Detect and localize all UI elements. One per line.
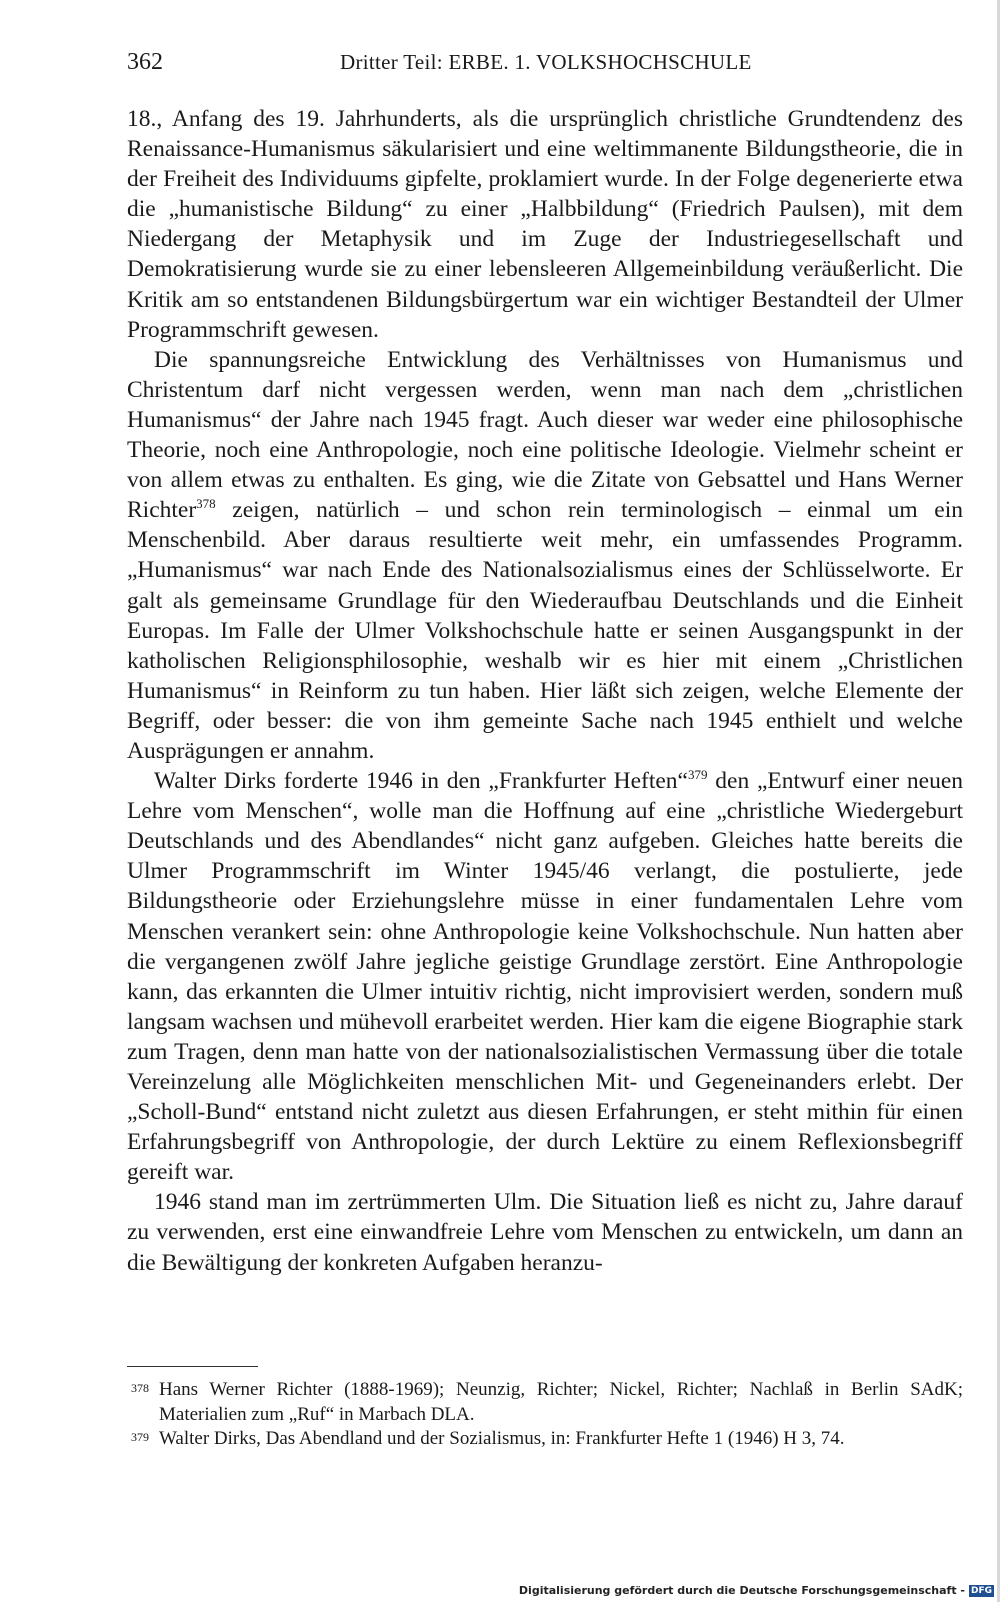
footnote-text: Hans Werner Richter (1888-1969); Neunzig, Richter; Nickel, Richter; Nachlaß in Berlin SAdK; Materialien zum „Ruf“ in Marbach DLA. (159, 1379, 963, 1425)
dfg-logo-icon: DFG (970, 1586, 992, 1596)
paragraph-3-text-b: den „Entwurf einer neuen Lehre vom Menschen“, wolle man die Hoffnung auf eine „christliche Wiedergeburt Deutschlands und des Abendlandes“ nicht ganz aufgeben. Gleiches hatte bereits die Ulmer Programmschrift im Winter 1945/46 verlangt, die postulierte, jede Bildungstheorie oder Erziehungslehre müsse in einer fundamentalen Lehre vom Menschen verankert sein: ohne Anthropologie keine Volkshochschule. Nun hatten aber die vergangenen zwölf Jahre jegliche geistige Grundlage zerstört. Eine Anthropologie kann, das erkannten die Ulmer intuitiv richtig, nicht improvisiert werden, sondern muß langsam wachsen und mühevoll erarbeitet werden. Hier kam die eigene Biographie stark zum Tragen, denn man hatte von der nationalsozialistischen Vermassung über die totale Vereinzelung alle Möglichkeiten menschlichen Mit- und Gegeneinanders erlebt. Der „Scholl-Bund“ entstand nicht zuletzt aus diesen Erfahrungen, er steht mithin für einen Erfahrungsbegriff von Anthropologie, der durch Lektüre zu einem Reflexionsbegriff gereift war. (127, 768, 963, 1186)
page-number: 362 (127, 49, 163, 75)
digitization-note-text: Digitalisierung gefördert durch die Deutsche Forschungsgemeinschaft - (518, 1584, 965, 1597)
paragraph-2-text-b: zeigen, natürlich – und schon rein terminologisch – einmal um ein Menschenbild. Aber daraus resultierte weit mehr, ein umfassendes Programm. „Humanismus“ war nach Ende des Nationalsozialismus eines der Schlüsselworte. Er galt als gemeinsame Grundlage für den Wiederaufbau Deutschlands und die Einheit Europas. Im Falle der Ulmer Volkshochschule hatte er seinen Ausgangspunkt in der katholischen Religionsphilosophie, weshalb wir es hier mit einem „Christlichen Humanismus“ in Reinform zu tun haben. Hier läßt sich zeigen, welche Elemente der Begriff, oder besser: die von ihm gemeinte Sache nach 1945 enthielt und welche Ausprägungen er annahm. (127, 497, 963, 764)
paragraph-2-text-a: Die spannungsreiche Entwicklung des Verhältnisses von Humanismus und Christentum darf nicht vergessen werden, wenn man nach dem „christlichen Humanismus“ der Jahre nach 1945 fragt. Auch dieser war weder eine philosophische Theorie, noch eine Anthropologie, noch eine politische Ideologie. Vielmehr scheint er von allem etwas zu enthalten. Es ging, wie die Zitate von Gebsattel und Hans Werner Richter (127, 346, 963, 524)
page-header (127, 44, 953, 80)
paragraph-4: 1946 stand man im zertrümmerten Ulm. Die Situation ließ es nicht zu, Jahre darauf zu verwenden, erst eine einwandfreie Lehre vom Menschen zu entwickeln, um dann an die Bewältigung der konkreten Aufgaben heranzu- (127, 1189, 963, 1276)
footnote-378 (127, 1378, 963, 1427)
footnote-ref-378: 378 (196, 496, 216, 512)
running-head: Dritter Teil: ERBE. 1. VOLKSHOCHSCHULE (340, 50, 752, 74)
footnote-number: 378 (131, 1381, 149, 1395)
footnote-379 (127, 1427, 963, 1452)
footnote-number: 379 (131, 1430, 149, 1444)
paragraph-1: 18., Anfang des 19. Jahrhunderts, als die ursprünglich christliche Grundtendenz des Renaissance-Humanismus säkularisiert und eine weltimmanente Bildungstheorie, die in der Freiheit des Individuums gipfelte, proklamiert wurde. In der Folge degenerierte etwa die „humanistische Bildung“ zu einer „Halbbildung“ (Friedrich Paulsen), mit dem Niedergang der Metaphysik und im Zuge der Industriegesellschaft und Demokratisierung wurde sie zu einer lebensleeren Allgemeinbildung veräußerlicht. Die Kritik am so entstandenen Bildungsbürgertum war ein wichtiger Bestandteil der Ulmer Programmschrift gewesen. (127, 106, 963, 343)
footnote-text: Walter Dirks, Das Abendland und der Sozialismus, in: Frankfurter Hefte 1 (1946) H 3, 74. (159, 1428, 845, 1449)
footnote-ref-379: 379 (688, 767, 708, 783)
paragraph-3-text-a: Walter Dirks forderte 1946 in den „Frankfurter Heften“ (154, 768, 688, 795)
footnotes (127, 1378, 963, 1452)
body-text (127, 104, 963, 1278)
footnote-separator (127, 1366, 258, 1367)
digitization-note (519, 1584, 994, 1598)
paragraph-2 (127, 345, 963, 766)
paragraph-3 (127, 766, 963, 1187)
